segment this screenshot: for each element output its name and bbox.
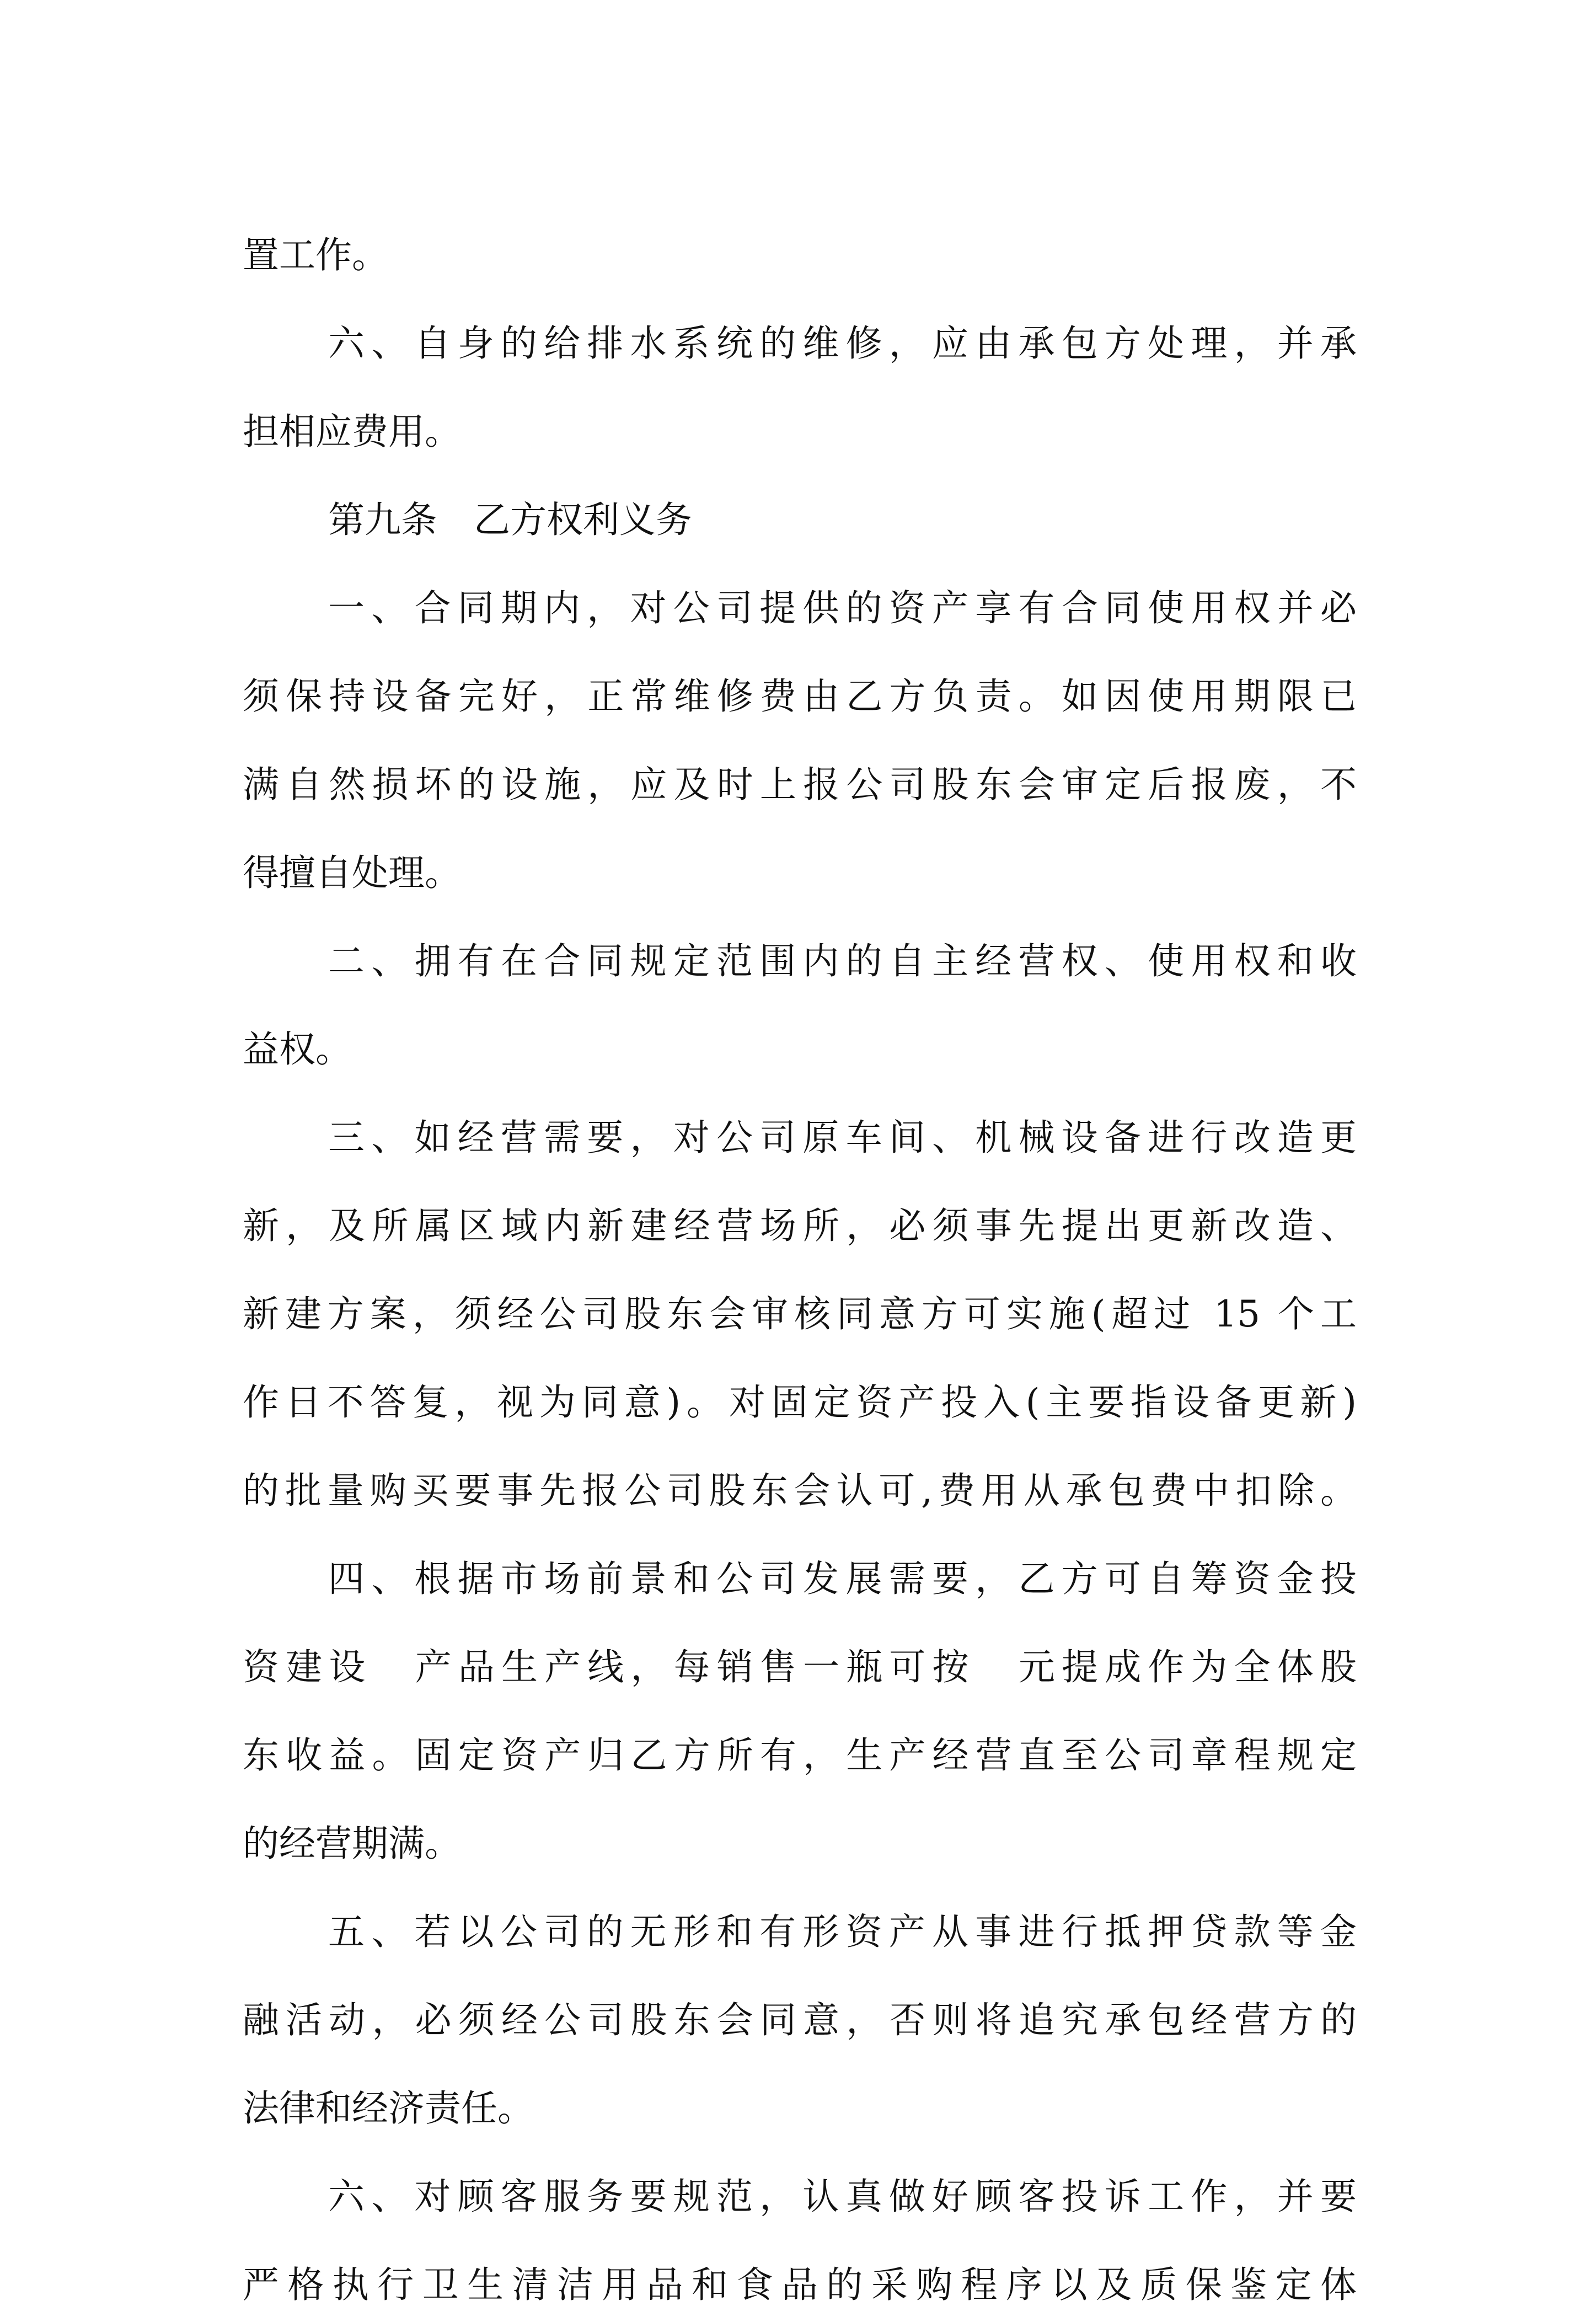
text-line: 法律和经济责任。 xyxy=(243,2087,534,2130)
text-line: 满自然损坏的设施，应及时上报公司股东会审定后报废，不 xyxy=(243,763,1357,806)
text-line: 四、根据市场前景和公司发展需要，乙方可自筹资金投 xyxy=(328,1558,1357,1600)
text-line: 担相应费用。 xyxy=(243,410,461,453)
text-line: 融活动，必须经公司股东会同意，否则将追究承包经营方的 xyxy=(243,1999,1357,2041)
text-line: 三、如经营需要，对公司原车间、机械设备进行改造更 xyxy=(328,1116,1357,1159)
text-line: 作日不答复，视为同意)。对固定资产投入(主要指设备更新) xyxy=(243,1381,1357,1424)
text-line: 五、若以公司的无形和有形资产从事进行抵押贷款等金 xyxy=(328,1911,1357,1953)
text-line: 严格执行卫生清洁用品和食品的采购程序以及质保鉴定体 xyxy=(243,2264,1357,2306)
text-line: 须保持设备完好，正常维修费由乙方负责。如因使用期限已 xyxy=(243,675,1357,718)
text-line: 新，及所属区域内新建经营场所，必须事先提出更新改造、 xyxy=(243,1205,1357,1247)
text-line: 新建方案，须经公司股东会审核同意方可实施(超过 15 个工 xyxy=(243,1293,1357,1335)
text-line: 益权。 xyxy=(243,1028,352,1071)
text-line: 六、自身的给排水系统的维修，应由承包方处理，并承 xyxy=(328,322,1357,365)
text-line: 的批量购买要事先报公司股东会认可,费用从承包费中扣除。 xyxy=(243,1469,1357,1512)
text-line: 东收益。固定资产归乙方所有，生产经营直至公司章程规定 xyxy=(243,1734,1357,1777)
text-line: 一、合同期内，对公司提供的资产享有合同使用权并必 xyxy=(328,587,1357,629)
text-line: 得擅自处理。 xyxy=(243,852,461,894)
text-line: 六、对顾客服务要规范，认真做好顾客投诉工作，并要 xyxy=(328,2175,1357,2218)
text-line: 二、拥有在合同规定范围内的自主经营权、使用权和收 xyxy=(328,940,1357,982)
text-line: 的经营期满。 xyxy=(243,1822,461,1865)
text-line: 置工作。 xyxy=(243,234,388,276)
text-line: 资建设 产品生产线，每销售一瓶可按 元提成作为全体股 xyxy=(243,1646,1357,1688)
section-heading: 第九条 乙方权利义务 xyxy=(328,499,692,541)
